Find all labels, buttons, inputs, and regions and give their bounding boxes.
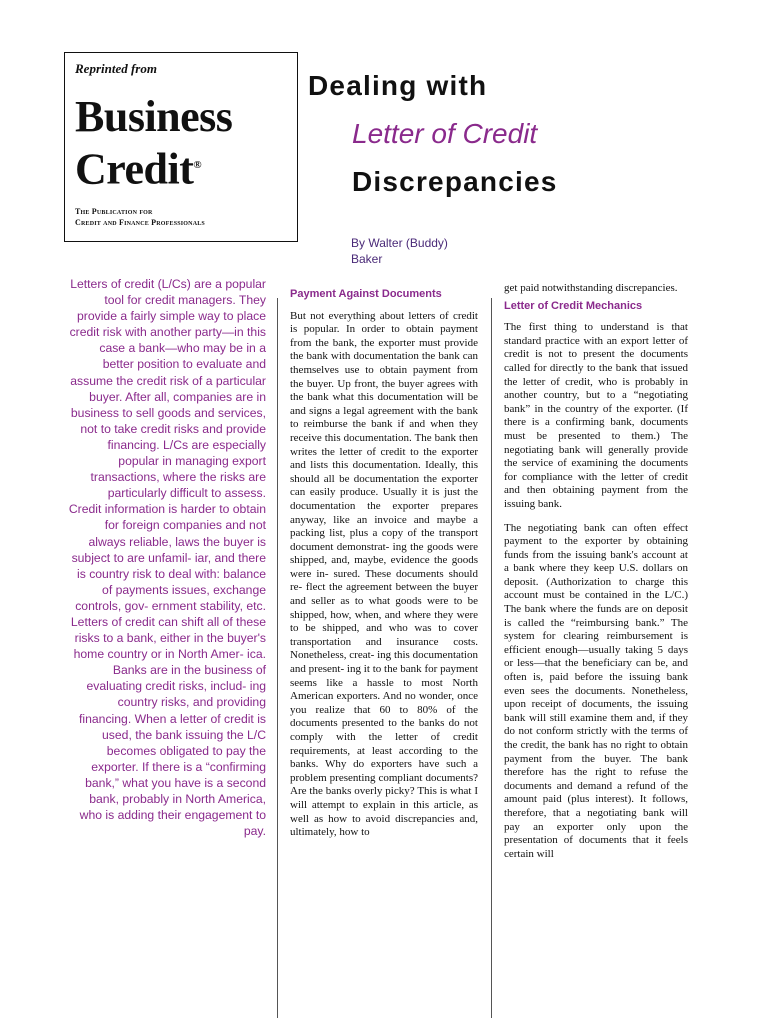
tagline-line1: The Publication for (75, 206, 153, 216)
publication-title-credit: Credit (75, 144, 194, 194)
publication-title-line2 (75, 141, 287, 194)
article-byline: By Walter (Buddy) Baker (351, 236, 448, 266)
publication-tagline (75, 206, 287, 228)
registered-mark: ® (193, 159, 202, 171)
column-divider (491, 298, 492, 1018)
reprinted-from-label: Reprinted from (75, 61, 157, 76)
publication-title-line1: Business (75, 92, 233, 141)
article-title-line2: Letter of Credit (352, 118, 538, 149)
masthead-box (64, 52, 298, 242)
pullquote-paragraph-1: Letters of credit (L/Cs) are a popular tool for credit managers. They provide a fairly simple way to place credit risk with another party—in this case a bank—who may be in a better position to evaluate and assume the credit risk of a particular buyer. After all, companies are in business to sell goods and services, not to take credit risks and provide financing. L/Cs are especially popular in managing export transactions, where the risks are particularly difficult to assess. (69, 277, 266, 501)
body-paragraph: The negotiating bank can often effect payment to the exporter by obtaining funds from the issuing bank's account at a bank where they keep U.S. dollars on deposit. (Authorization to charge this account must be contained in the L/C.) The bank where the funds are on deposit is called the “reimbursing bank.” The system for clearing reimbursement is efficient enough—usually taking 5 days or less—that the beneficiary can be, and often is, paid before the issuing bank even sees the documents. Nonetheless, upon receipt of documents, the issuing bank will still examine them and, if they do not conform strictly with the terms of the credit, the bank has no right to obtain payment from the buyer. The bank therefore has the right to refuse the documents and demand a refund of the amount paid (plus interest). It follows, therefore, that a negotiating bank will pay an exporter only upon the presentation of documents that it feels certain will (504, 521, 688, 860)
body-paragraph: The first thing to understand is that standard practice with an export letter of credit is not to present the documents called for directly to the bank that issued the letter of credit, who is probably in another country, but to a “negotiating bank” in the country of the exporter. (If there is a confirming bank, documents must be presented to them.) The negotiating bank will generally provide the service of examining the documents for compliance with the letter of credit and then obtaining payment from the issuing bank. (504, 321, 688, 510)
article-title-line1: Dealing with (308, 70, 488, 101)
column-divider (277, 298, 278, 1018)
tagline-line2: Credit and Finance Professionals (75, 217, 205, 227)
pullquote-paragraph-2: Credit information is harder to obtain for foreign companies and not always reliable, laws the buyer is subject to are unfamil- iar, and there is country risk to deal with: balance of payments issues, exchange controls, gov- ernment stability, etc. Letters of credit can shift all of these risks to a bank, either in the buyer's home country or in North Amer- ica. Banks are in the business of evaluating credit risks, includ- ing country risks, and providing financing. When a letter of credit is used, the bank issuing the L/C becomes obligated to pay the exporter. If there is a “confirming bank,” what you have is a second bank, probably in North America, who is adding their engagement to pay. (68, 502, 266, 839)
article-column-right (504, 282, 688, 871)
section-heading-payment-against-documents: Payment Against Documents (290, 288, 442, 300)
body-paragraph: But not everything about letters of credit is popular. In order to obtain payment from the bank, the exporter must provide the bank with documentation the bank can themselves use to obtain payment from the buyer. Up front, the buyer agrees with the bank what this documentation will be and signs a legal agreement with the bank to reimburse the bank if and when they receive this documentation. The bank then writes the letter of credit to the exporter and lists this documentation. Ideally, this should all be documentation the exporter can easily produce. Usually it is just the documentation the exporter prepares anyway, like an invoice and maybe a packing list, plus a copy of the transport document demonstrat- ing the goods were shipped, and, maybe, evidence the goods were in- sured. These documents should re- flect the agreement between the buyer and seller as to what goods were to be shipped, how, when, and where they were to be shipped, and who was to cover transportation and insurance costs. Nonetheless, creat- ing this documentation and present- ing it to the bank for payment seems like a hassle to most North American exporters. And no wonder, once you realize that 60 to 80% of the documents presented to the banks do not comply with the letter of credit requirements, at least according to the banks. Why do exporters have such a problem presenting compliant documents? Are the banks overly picky? This is what I will attempt to explain in this article, as well as how to avoid discrepancies and, ultimately, how to (290, 309, 478, 839)
article-title-line3: Discrepancies (352, 166, 558, 197)
body-paragraph-continued: get paid notwithstanding discrepancies. (504, 282, 678, 294)
section-heading-letter-of-credit-mechanics: Letter of Credit Mechanics (504, 299, 643, 312)
pullquote (68, 276, 266, 839)
article-column-middle (290, 282, 478, 850)
